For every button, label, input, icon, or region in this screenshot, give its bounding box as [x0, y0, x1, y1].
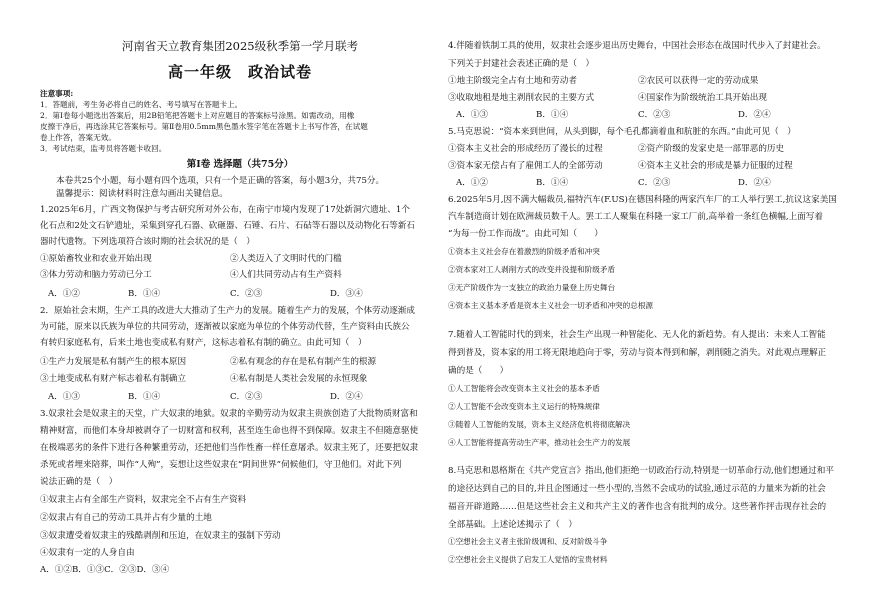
section-description: 温馨提示：阅读材料时注意勾画出关键信息。: [56, 189, 228, 199]
question-3-choice: ②奴隶占有自己的劳动工具并占有少量的土地: [40, 513, 212, 523]
question-5-choice: ①资本主义社会的形成经历了漫长的过程: [448, 144, 603, 154]
question-1-answer: C．②③: [230, 289, 263, 299]
question-5-answer: C．②③: [638, 178, 671, 188]
question-4-answer: D．②④: [738, 110, 771, 120]
question-2-choice: ①生产力发展是私有制产生的根本原因: [40, 357, 187, 367]
notice-line: 卷上作答，答案无效。: [40, 133, 116, 142]
notice-line: 皮擦干净后，再选涂其它答案标号。第Ⅱ卷用0.5mm黑色墨水签字笔在答题卡上书写作答，在试题: [40, 122, 368, 131]
question-2-choice: ④私有制是人类社会发展的永恒现象: [230, 374, 368, 384]
question-3-choice: ④奴隶有一定的人身自由: [40, 548, 135, 558]
question-1-answer: A．①②: [48, 289, 80, 299]
question-2-answer: D．②④: [330, 392, 363, 402]
question-3-stem: 杀死或者埋来陪葬，叫作“人殉”，妄想让这些奴隶在“阴间世界”伺候他们，守卫他们。对此下列: [40, 460, 402, 470]
notice-line: 1．答题前，考生务必将自己的姓名、考号填写在答题卡上。: [40, 100, 243, 109]
question-3-stem: 3.奴隶社会是奴隶主的天堂，广大奴隶的地狱。奴隶的辛勤劳动为奴隶主贵族创造了大批物质财富和: [40, 409, 418, 419]
question-1-answer: B．①④: [128, 289, 161, 299]
question-6-choice: ①资本主义社会存在着激烈的阶级矛盾和冲突: [448, 247, 600, 256]
question-7-choice: ③随着人工智能的发展，资本主义经济危机将彻底解决: [448, 420, 631, 429]
question-2-choice: ③土地变成私有财产标志着私有制确立: [40, 374, 187, 384]
question-1-choice: ①原始畜牧业和农业开始出现: [40, 254, 152, 264]
question-2-answer: C．②③: [230, 392, 263, 402]
question-8-stem: 的途径达到自己的目的,并且企图通过一些小型的,当然不会成功的试验,通过示范的力量来为新的社会: [448, 484, 826, 494]
question-7-choice: ①人工智能将会改变资本主义社会的基本矛盾: [448, 384, 600, 393]
question-2-answer: A．①③: [48, 392, 80, 402]
question-5-choice: ②资产阶级的发家史是一部罪恶的历史: [638, 144, 785, 154]
question-4-answer: B．①④: [536, 110, 569, 120]
question-4-choice: ④国家作为阶级统治工具开始出现: [638, 93, 767, 103]
question-5-choice: ③资本家无偿占有了雇佣工人的全部劳动: [448, 161, 603, 171]
question-3-answers: A．①②B．①③C．②③D．③④: [40, 565, 170, 575]
question-6-choice: ②资本家对工人剥削方式的改变并没提和阶级矛盾: [448, 265, 616, 274]
notice-line: 2．第Ⅰ卷每小题选出答案后，用2B铅笔把答题卡上对应题目的答案标号涂黑。如需改动，用橡: [40, 111, 355, 120]
question-7-stem: 确的是（ ）: [448, 366, 509, 376]
question-5-stem: 5.马克思说：“资本来到世间，从头到脚，每个毛孔都滴着血和肮脏的东西。”由此可见（ ）: [448, 127, 796, 137]
question-8-stem: 全部基础。上述论述揭示了（ ）: [448, 520, 577, 530]
question-2-stem: 有转归家庭私有，后来土地也变成私有财产，这标志着私有制的确立。由此可知（ ）: [40, 338, 367, 348]
question-8-choice: ①空想社会主义者主张阶级调和、反对阶级斗争: [448, 537, 608, 546]
question-5-answer: D．②④: [738, 178, 771, 188]
question-4-answer: C．②③: [638, 110, 671, 120]
question-6-stem: “为每一份工作而战”。由此可知（ ）: [448, 229, 603, 239]
question-8-choice: ②空想社会主义提供了启发工人觉悟的宝贵材料: [448, 555, 608, 564]
question-6-stem: 汽车制造商计划在欧洲裁员数千人。罢工工人聚集在科隆一家工厂前,高举着一条红色横幅,上面写着: [448, 212, 823, 222]
question-4-choice: ③收取地租是地主剥削农民的主要方式: [448, 93, 595, 103]
question-3-choice: ③奴隶遭受着奴隶主的残酷剥削和压迫，在奴隶主的强制下劳动: [40, 531, 281, 541]
question-7-choice: ④人工智能将提高劳动生产率，推动社会生产力的发展: [448, 438, 631, 447]
question-7-stem: 得到普及，资本家的用工将无限地趋向于零，劳动与资本得到和解，剥削随之消失。对此观点理解正: [448, 348, 827, 358]
question-8-stem: 福音开辟道路……但是这些社会主义和共产主义的著作也含有批判的成分。这些著作抨击现存社会的: [448, 502, 827, 512]
question-2-stem: 为可能，原来以氏族为单位的共同劳动，逐渐被以家庭为单位的个体劳动代替，生产资料由氏族公: [40, 322, 410, 332]
question-7-choice: ②人工智能不会改变资本主义运行的特殊规律: [448, 402, 600, 411]
question-5-answer: A．①②: [456, 178, 488, 188]
question-4-stem: 4.伴随着铁制工具的使用，奴隶社会逐步退出历史舞台，中国社会形态在战国时代步入了封建社会。: [448, 41, 826, 51]
question-5-choice: ④资本主义社会的形成是暴力征服的过程: [638, 161, 793, 171]
question-1-answer: D．③④: [330, 289, 363, 299]
question-4-choice: ①地主阶级完全占有土地和劳动者: [448, 76, 577, 86]
question-1-choice: ②人类迈入了文明时代的门槛: [230, 254, 342, 264]
question-2-choice: ②私有观念的存在是私有制产生的根源: [230, 357, 377, 367]
question-4-answer: A．①③: [456, 110, 488, 120]
notice-line: 3．考试结束，监考员将答题卡收回。: [40, 144, 167, 153]
question-7-stem: 7.随着人工智能时代的到来，社会生产出现一种智能化、无人化的新趋势。有人提出：未来人工智能: [448, 330, 826, 340]
question-1-choice: ④人们共同劳动占有生产资料: [230, 270, 342, 280]
question-8-stem: 8.马克思和恩格斯在《共产党宣言》指出,他们拒绝一切政治行动,特别是一切革命行动,他们想通过和平: [448, 466, 834, 476]
question-3-choice: ①奴隶主占有全部生产资料，奴隶完全不占有生产资料: [40, 495, 247, 505]
exam-subtitle: 高一年级 政治试卷: [167, 63, 312, 81]
section-description: 本卷共25个小题，每小题有四个选项，只有一个是正确的答案，每小题3分，共75分。: [56, 176, 385, 186]
question-1-choice: ③体力劳动和脑力劳动已分工: [40, 270, 152, 280]
question-3-stem: 精神财富，而他们本身却被剥夺了一切财富和权利，甚至连生命也得不到保障。奴隶主不但随意驱使: [40, 426, 419, 436]
exam-header-title: 河南省天立教育集团2025级秋季第一学月联考: [121, 39, 359, 53]
notice-heading: 注意事项:: [40, 89, 74, 98]
question-6-choice: ④资本主义基本矛盾是资本主义社会一切矛盾和冲突的总根源: [448, 301, 654, 310]
question-5-answer: B．①④: [536, 178, 569, 188]
question-3-stem: 在极端恶劣的条件下进行各种繁重劳动，还把他们当作性畜一样任意屠杀。奴隶主死了，还要把奴隶: [40, 443, 419, 453]
question-1-stem: 化石点和2处文石铲遗址，采集到穿孔石器、砍砸器、石锤、石片、石砧等石器以及动物化石等新石: [40, 221, 416, 231]
question-2-stem: 2．原始社会末期，生产工具的改进大大推动了生产力的发展。随着生产力的发展，个体劳动逐渐成: [40, 306, 416, 316]
section-title: 第Ⅰ卷 选择题（共75分）: [186, 159, 294, 170]
question-4-stem: 下列关于封建社会表述正确的是（ ）: [448, 59, 595, 69]
question-6-choice: ③无产阶级作为一支独立的政治力量登上历史舞台: [448, 283, 616, 292]
question-2-answer: B．①④: [128, 392, 161, 402]
question-4-choice: ②农民可以获得一定的劳动成果: [638, 76, 759, 86]
question-6-stem: 6.2025年5月,因不满大幅裁员,福特汽车(F.US)在德国科隆的两家汽车厂的工人举行罢工,抗议这家美国: [448, 195, 837, 205]
question-1-stem: 器时代遗物。下列选项符合该时期的社会状况的是（ ）: [40, 237, 255, 247]
question-3-stem: 说法正确的是（ ）: [40, 477, 118, 487]
question-1-stem: 1.2025年6月，广西文物保护与考古研究所对外公布，在南宁市境内发现了17处新洞穴遗址、1个: [40, 205, 410, 215]
